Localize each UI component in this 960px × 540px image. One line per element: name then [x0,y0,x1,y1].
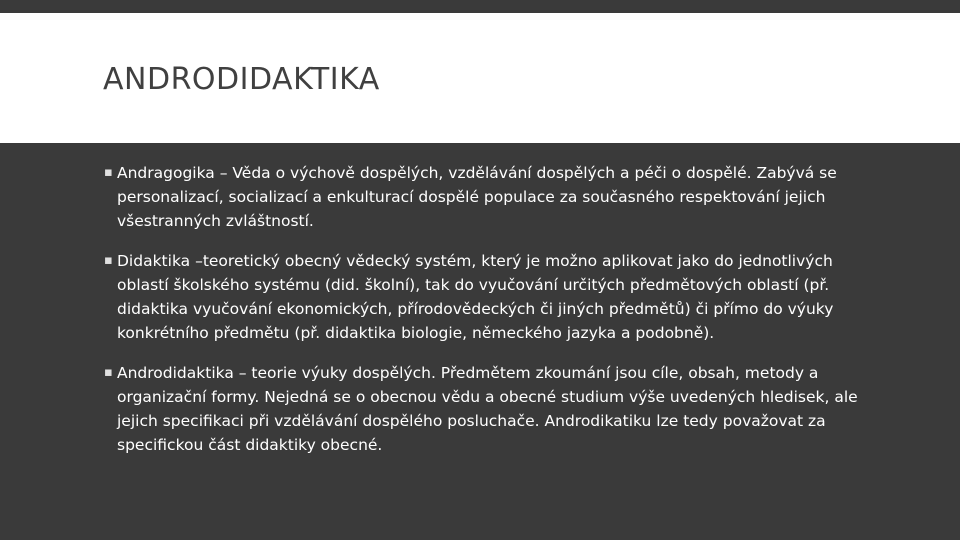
bullet-androdidaktika [103,361,873,457]
bullet-text: Androdidaktika – teorie výuky dospělých. Předmětem zkoumání jsou cíle, obsah, metody a organizační formy. Nejedná se o obecnou vědu a obecné studium výše uvedených hledisek, ale jejich specifikaci při vzdělávání dospělého posluchače. Androdikatiku lze tedy považovat za specifickou část didaktiky obecné. [117,364,858,454]
bullet-marker-icon: ▪ [104,165,113,180]
bullet-text: Didaktika –teoretický obecný vědecký systém, který je možno aplikovat jako do jednotlivých oblastí školského systému (did. školní), tak do vyučování určitých předmětových oblastí (př. didaktika vyučování ekonomických, přírodovědeckých či jiných předmětů) či přímo do výuky konkrétního předmětu (př. didaktika biologie, německého jazyka a podobně). [117,252,834,342]
bullet-list [103,161,873,473]
bullet-andragogika [103,161,873,233]
slide-title: ANDRODIDAKTIKA [103,62,380,97]
bullet-marker-icon: ▪ [104,365,113,380]
title-band [0,13,960,143]
bullet-didaktika [103,249,873,345]
bullet-text: Andragogika – Věda o výchově dospělých, vzdělávání dospělých a péči o dospělé. Zabývá se personalizací, socializací a enkulturací dospělé populace za současného respektování jejich všestranných zvláštností. [117,164,837,230]
top-strip [0,0,960,13]
bullet-marker-icon: ▪ [104,253,113,268]
content-area [0,143,960,540]
